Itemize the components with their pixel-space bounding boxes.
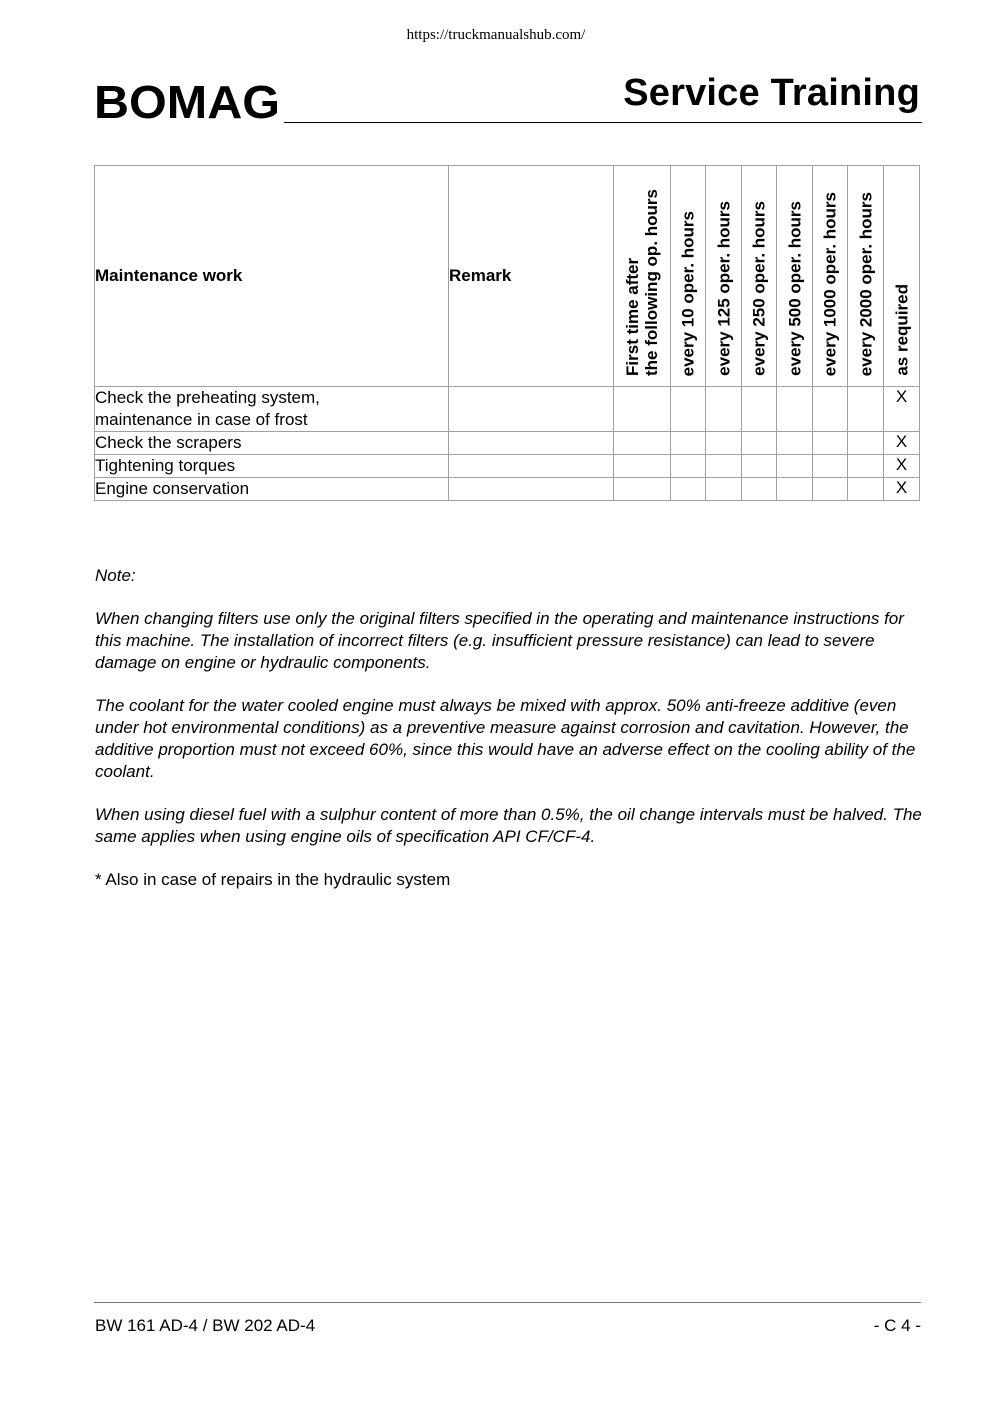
remark-cell: [449, 478, 614, 501]
page-title: Service Training: [623, 72, 920, 114]
footer-page-number: - C 4 -: [873, 1316, 921, 1335]
header-interval-0: [614, 166, 671, 387]
table-header-row: [95, 166, 920, 387]
interval-mark-cell: [777, 455, 813, 478]
header-interval-5: [813, 166, 848, 387]
header-interval-label: every 500 oper. hours: [785, 201, 804, 376]
interval-mark-cell: [614, 387, 671, 432]
interval-mark-cell: [777, 432, 813, 455]
interval-mark-cell: X: [884, 455, 920, 478]
interval-mark-cell: [671, 432, 706, 455]
header-maintenance-work: Maintenance work: [95, 166, 449, 387]
footnote: * Also in case of repairs in the hydraulic system: [95, 870, 451, 889]
interval-mark-cell: [777, 387, 813, 432]
note-label: Note:: [95, 566, 136, 585]
interval-mark-cell: [813, 387, 848, 432]
header-rule: [284, 122, 922, 123]
interval-mark-cell: [742, 478, 777, 501]
interval-mark-cell: [848, 455, 884, 478]
interval-mark-cell: [614, 455, 671, 478]
maintenance-work-cell: Check the preheating system, maintenance in case of frost: [95, 387, 449, 432]
interval-mark-cell: [706, 432, 742, 455]
header-interval-4: [777, 166, 813, 387]
interval-mark-cell: [777, 478, 813, 501]
header-interval-label: every 1000 oper. hours: [820, 191, 840, 376]
interval-mark-cell: [671, 455, 706, 478]
header-remark: Remark: [449, 166, 614, 387]
table-row: [95, 478, 920, 501]
interval-mark-cell: [706, 455, 742, 478]
header-interval-2: [706, 166, 742, 387]
footer-model: BW 161 AD-4 / BW 202 AD-4: [95, 1316, 316, 1335]
logo-text: BOMAG: [94, 80, 280, 122]
header-interval-label: every 10 oper. hours: [678, 210, 698, 376]
maintenance-work-cell: Tightening torques: [95, 455, 449, 478]
interval-mark-cell: [813, 432, 848, 455]
remark-cell: [449, 432, 614, 455]
note-paragraph-coolant: The coolant for the water cooled engine must always be mixed with approx. 50% anti-freeze additive (even under hot environmental conditions) as a preventive measure against corrosion and cavitation. However, the additive proportion must not exceed 60%, since this would have an adverse effect on the cooling ability of the coolant.: [95, 696, 916, 781]
interval-mark-cell: [706, 478, 742, 501]
interval-mark-cell: [614, 478, 671, 501]
interval-mark-cell: X: [884, 432, 920, 455]
header-interval-label: every 125 oper. hours: [714, 201, 733, 376]
table-row: [95, 455, 920, 478]
interval-mark-cell: [706, 387, 742, 432]
interval-mark-cell: [614, 432, 671, 455]
interval-mark-cell: [671, 478, 706, 501]
remark-cell: [449, 455, 614, 478]
table-row: [95, 432, 920, 455]
note-paragraph-filters: When changing filters use only the original filters specified in the operating and maintenance instructions for this machine. The installation of incorrect filters (e.g. insufficient pressure resistance) can lead to severe damage on engine or hydraulic components.: [95, 609, 904, 672]
header-interval-1: [671, 166, 706, 387]
header-interval-label: First time after the following op. hours: [623, 189, 661, 376]
interval-mark-cell: [848, 387, 884, 432]
header-interval-7: [884, 166, 920, 387]
header-interval-6: [848, 166, 884, 387]
notes-section: [95, 565, 925, 912]
interval-mark-cell: [742, 432, 777, 455]
remark-cell: [449, 387, 614, 432]
footer-rule: [94, 1302, 921, 1303]
table-row: [95, 387, 920, 432]
interval-mark-cell: [671, 387, 706, 432]
interval-mark-cell: [813, 478, 848, 501]
source-url[interactable]: https://truckmanualshub.com/: [406, 27, 586, 43]
header-interval-label: as required: [892, 284, 911, 376]
interval-mark-cell: X: [884, 387, 920, 432]
maintenance-work-cell: Check the scrapers: [95, 432, 449, 455]
maintenance-table: [94, 165, 920, 501]
interval-mark-cell: [848, 432, 884, 455]
interval-mark-cell: [848, 478, 884, 501]
interval-mark-cell: [813, 455, 848, 478]
note-paragraph-fuel: When using diesel fuel with a sulphur content of more than 0.5%, the oil change intervals must be halved. The same applies when using engine oils of specification API CF/CF-4.: [95, 805, 922, 846]
interval-mark-cell: [742, 455, 777, 478]
header-interval-label: every 250 oper. hours: [749, 201, 769, 376]
bomag-logo: [94, 80, 280, 122]
header-interval-3: [742, 166, 777, 387]
interval-mark-cell: X: [884, 478, 920, 501]
header-interval-label: every 2000 oper. hours: [856, 191, 875, 376]
maintenance-work-cell: Engine conservation: [95, 478, 449, 501]
interval-mark-cell: [742, 387, 777, 432]
